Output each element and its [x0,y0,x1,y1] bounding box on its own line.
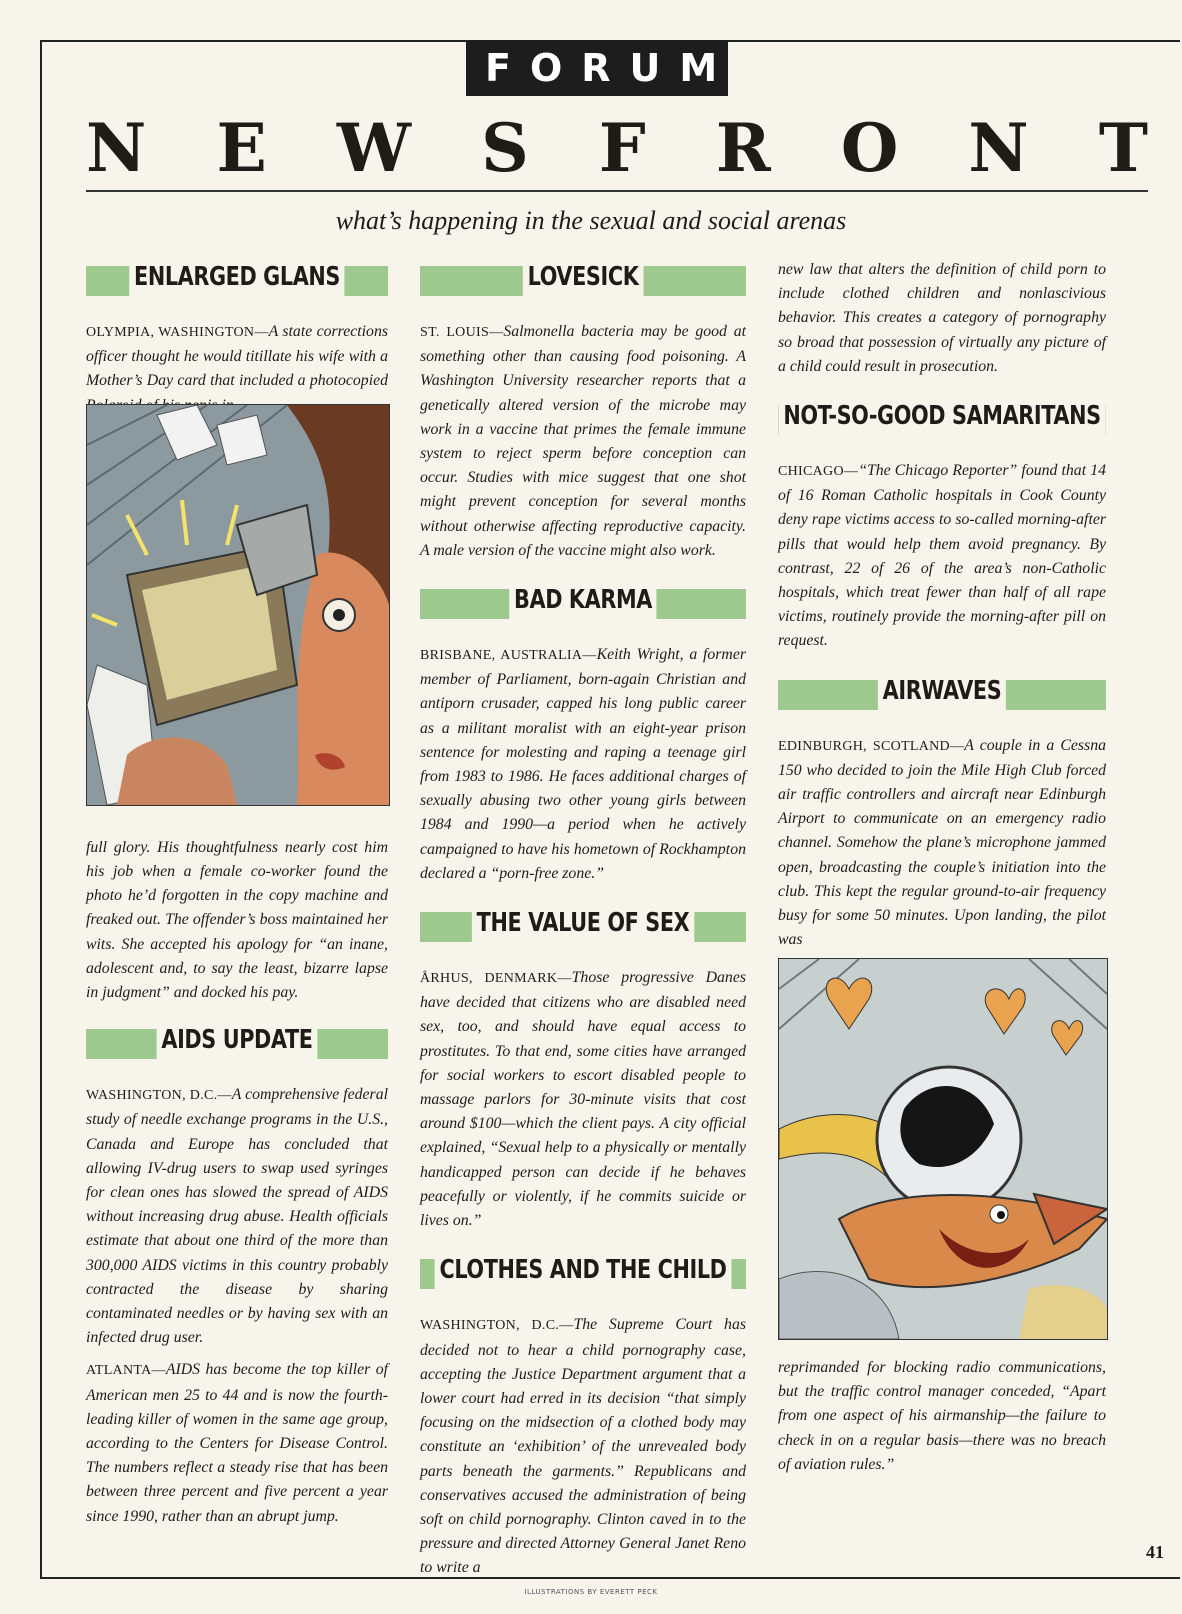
article-paragraph [778,734,1106,953]
dateline: WASHINGTON, D.C.— [420,1318,574,1334]
headline-lovesick: LOVESICK [523,258,643,296]
headline-bad-karma: BAD KARMA [509,581,656,619]
headline-airwaves: AIRWAVES [878,672,1006,710]
dateline: CHICAGO— [778,464,859,480]
dateline: EDINBURGH, SCOTLAND— [778,738,965,754]
masthead-title [86,108,1148,188]
article-paragraph [778,459,1106,654]
headline-bar [86,1025,388,1059]
masthead-letter: F [598,109,646,187]
masthead-letter: W [336,109,411,187]
headline-value-of-sex: THE VALUE OF SEX [472,904,694,942]
masthead-letter: T [1098,109,1148,187]
headline-bar [86,262,388,296]
headline-bar [420,908,746,942]
column-2 [420,262,746,1589]
dateline: ÅRHUS, DENMARK— [420,971,572,987]
page-number: 41 [1146,1542,1164,1562]
dateline: OLYMPIA, WASHINGTON— [86,325,269,340]
article-paragraph: new law that alters the definition of child porn to include clothed children and nonlascivious behavior. This creates a category of pornography so broad that possession of virtually any picture of a child could result in prosecution. [778,261,1106,375]
headline-bar [420,1255,746,1289]
illustration-copier [86,404,390,806]
article-paragraph: full glory. His thoughtfulness nearly cost him his job when a female co-worker found the photo he’d forgotten in the copy machine and freaked out. The offender’s boss maintained her wits. She accepted his apology for “an inane, adolescent and, to say the least, bizarre lapse in judgment” and docked his pay. [86,838,388,1002]
headline-bar [778,675,1106,710]
headline-bar [420,262,746,296]
headline-aids-update: AIDS UPDATE [157,1021,318,1059]
illustration-plane-bird [778,958,1108,1340]
article-paragraph [420,966,746,1233]
column-3 [778,258,1106,960]
headline-samaritans: NOT-SO-GOOD SAMARITANS [779,397,1106,435]
article-paragraph [420,320,746,563]
masthead-letter: E [216,109,267,187]
article-paragraph [86,1358,388,1528]
article-text: AIDS has become the top killer of American men 25 to 44 and is now the fourth-leading killer of women in the same age group, according to the Centers for Disease Control. The numbers reflect a steady rise that has been between three percent and five percent a year since 1990, rather than an abrupt jump. [86,1361,388,1525]
masthead-rule [86,190,1148,192]
article-text: The Supreme Court has decided not to hear a child pornography case, accepting the Justice Department argument that a lower court had erred in its decision “that simply focusing on the midsection of a clothed body may constitute an ‘exhibition’ of the unrevealed body parts beneath the garments.” Republicans and conservatives accused the administration of being soft on child pornography. Clinton caved in to the pressure and directed Attorney General Janet Reno to write a [420,1316,746,1577]
dateline: ST. LOUIS— [420,325,504,340]
dateline: ATLANTA— [86,1363,166,1379]
page-subtitle: what’s happening in the sexual and social arenas [335,206,847,235]
article-paragraph [86,1083,388,1350]
article-text: Those progressive Danes have decided that citizens who are disabled need sex, too, and should have equal access to prostitutes. To that end, some cities have arranged for social workers to escort disabled people to massage parlors for 30-minute visits that cost around $100—which the client pays. A city official explained, “Sexual help to a physically or mentally handicapped person can decide if he behaves peacefully or violently, if he commits suicide or lives on.” [420,969,746,1230]
headline-clothes-child: CLOTHES AND THE CHILD [435,1251,732,1289]
article-text: Keith Wright, a former member of Parliament, born-again Christian and antiporn crusader, capped his long public career as a militant moralist with an eight-year prison sentence for molesting and raping a teenage girl from 1983 to 1986. He faces additional charges of sexually abusing two other young girls between 1984 and 1990—a period when he actively campaigned to have his hometown of Rockhampton declared a “porn-free zone.” [420,646,746,882]
headline-enlarged-glans: ENLARGED GLANS [129,258,345,296]
masthead-letter: O [840,109,899,187]
article-paragraph: reprimanded for blocking radio communications, but the traffic control manager conceded, “Apart from one aspect of his airmanship—the failure to check in on a regular basis—there was no breach of aviation rules.” [778,1359,1106,1473]
article-paragraph [420,643,746,886]
masthead-letter: N [968,109,1029,187]
article-text: “The Chicago Reporter” found that 14 of 16 Roman Catholic hospitals in Cook County deny rape victims access to so-called morning-after pills that would help them avoid pregnancy. By contrast, 22 of 26 of the area’s non-Catholic hospitals, which treat fewer than half of all rape victims, routinely provide the morning-after pill on request. [778,462,1106,650]
illustration-credit: ILLUSTRATIONS BY EVERETT PECK [524,1588,658,1596]
forum-label: FORUM [466,40,728,96]
masthead-letter: S [481,109,529,187]
dateline: BRISBANE, AUSTRALIA— [420,648,597,664]
article-text: A state corrections officer thought he would titillate his wife with a Mother’s Day card that included a photocopied [86,323,388,390]
headline-bar [420,585,746,619]
article-text: A couple in a Cessna 150 who decided to join the Mile High Club forced air traffic controllers and aircraft near Edinburgh Airport to communicate on an emergency radio channel. Somehow the plane’s microphone jammed open, broadcasting the couple’s initiation into the club. This kept the regular ground-to-air frequency busy for some 50 minutes. Upon landing, the pilot was [778,736,1106,949]
headline-bar [778,401,1106,435]
masthead-letter: N [86,109,147,187]
article-paragraph [420,1313,746,1580]
dateline: WASHINGTON, D.C.— [86,1088,232,1104]
article-text: A comprehensive federal study of needle exchange programs in the U.S., Canada and Europe has concluded that allowing IV-drug users to swap used syringes for clean ones has slowed the spread of AIDS without increasing drug abuse. Health officials estimate that about one third of the more than 300,000 AIDS victims in this country probably contracted the disease by sharing contaminated needles or by having sex with an infected drug user. [86,1086,388,1347]
masthead-letter: R [715,109,771,187]
article-text: Salmonella bacteria may be good at something other than causing food poisoning. A Washington University researcher reports that a genetically altered version of the microbe may work in a vaccine that primes the female immune system to reject sperm before conception can occur. Studies with mice suggest that one shot might prevent conception for several months without otherwise affecting reproductive capacity. A male version of the vaccine might also work. [420,323,746,559]
column-3-continued [778,1356,1106,1485]
